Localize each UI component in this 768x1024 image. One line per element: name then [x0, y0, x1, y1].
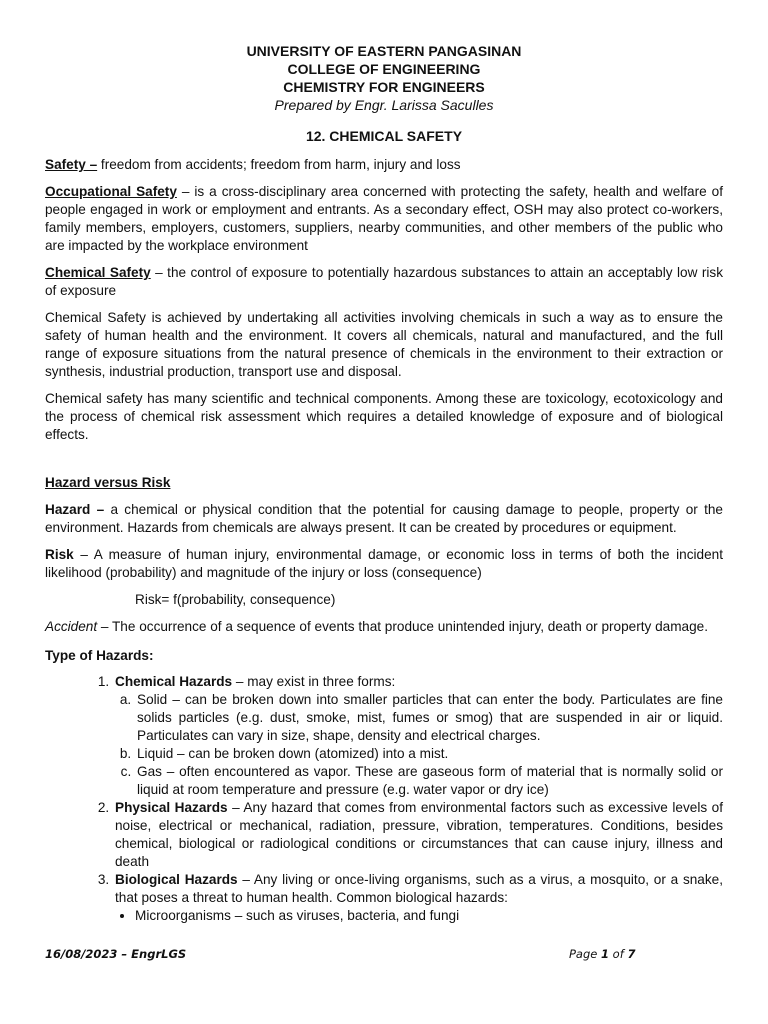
document-page: [45, 42, 723, 925]
course-name: CHEMISTRY FOR ENGINEERS: [283, 79, 485, 95]
university-name: UNIVERSITY OF EASTERN PANGASINAN: [246, 43, 522, 59]
list-item-solid: a. Solid – can be broken down into smaller particles that can enter the body. Particulates are fine solids particles (e.g. dust, smoke, mist, fumes or smog) that are suspended in air or liquid. Particulates can vary in size, shape, density and electrical charges.: [135, 691, 723, 745]
footer-date-author: 16/08/2023 – EngrLGS: [45, 947, 187, 961]
biological-hazards-text: – Any living or once-living organisms, such as a virus, a mosquito, or a snake, that poses a threat to human health. Common biological hazards:: [115, 872, 724, 905]
chemical-hazards-text: – may exist in three forms:: [232, 674, 396, 689]
hazard-text: a chemical or physical condition that the potential for causing damage to people, property or the environment. Hazards from chemicals are always present. It can be created by procedures or equipment.: [45, 502, 723, 535]
physical-hazards-term: Physical Hazards: [115, 800, 228, 815]
hazard-types-heading: Type of Hazards:: [45, 648, 154, 663]
physical-hazards-text: – Any hazard that comes from environmental factors such as excessive levels of noise, electrical or mechanical, radiation, pressure, vibration, temperatures. Conditions, besides chemical, biological or radiological conditions or circumstances that can cause injury, illness and death: [115, 800, 723, 869]
chemical-hazards-term: Chemical Hazards: [115, 674, 233, 689]
list-item-liquid: b. Liquid – can be broken down (atomized) into a mist.: [135, 745, 723, 763]
hazard-definition: [45, 501, 723, 537]
page-current: 1: [601, 947, 610, 961]
chemical-forms-list: [115, 691, 723, 799]
chemical-safety-text: – the control of exposure to potentially hazardous substances to attain an acceptably low risk of exposure: [45, 265, 723, 298]
risk-formula: Risk= f(probability, consequence): [135, 592, 336, 607]
accident-text: – The occurrence of a sequence of events that produce unintended injury, death or property damage.: [97, 619, 708, 634]
page-number: [569, 945, 635, 963]
list-item-microorganisms: • Microorganisms – such as viruses, bacteria, and fungi: [135, 907, 723, 925]
chemical-safety-definition: [45, 264, 723, 300]
chemical-safety-term: Chemical Safety: [45, 265, 151, 280]
safety-definition: [45, 156, 723, 174]
risk-term: Risk: [45, 547, 74, 562]
prepared-by: Prepared by Engr. Larissa Saculles: [274, 97, 494, 113]
hazard-vs-risk-heading: Hazard versus Risk: [45, 475, 171, 490]
list-item-gas: c. Gas – often encountered as vapor. These are gaseous form of material that is normally solid or liquid at room temperature and pressure (e.g. water vapor or dry ice): [135, 763, 723, 799]
risk-definition: [45, 546, 723, 582]
chemical-safety-paragraph: Chemical Safety is achieved by undertaking all activities involving chemicals in such a way as to ensure the safety of human health and the environment. It covers all chemicals, natural and manufactured, and the full range of exposure situations from the natural presence of chemicals in the environment to their extraction or synthesis, industrial production, transport use and disposal.: [45, 310, 723, 379]
list-item-biological-hazards: [113, 871, 723, 925]
page-label: Page: [569, 947, 602, 961]
occupational-safety-definition: [45, 183, 723, 255]
document-header: [45, 42, 723, 114]
safety-term: Safety –: [45, 157, 98, 172]
list-item-chemical-hazards: [113, 673, 723, 799]
hazard-term: Hazard –: [45, 502, 105, 517]
page-of: of: [609, 947, 628, 961]
biological-hazards-bullets: [115, 907, 723, 925]
page-total: 7: [627, 947, 636, 961]
accident-term: Accident: [45, 619, 98, 634]
occupational-safety-text: – is a cross-disciplinary area concerned with protecting the safety, health and welfare of people engaged in work or employment and entrants. As a secondary effect, OSH may also protect co-workers, family members, employers, customers, suppliers, nearby communities, and other members of the public who are impacted by the workplace environment: [45, 184, 723, 253]
college-name: COLLEGE OF ENGINEERING: [287, 61, 481, 77]
section-title: 12. CHEMICAL SAFETY: [305, 128, 463, 144]
biological-hazards-term: Biological Hazards: [115, 872, 238, 887]
risk-text: – A measure of human injury, environmental damage, or economic loss in terms of both the incident likelihood (probability) and magnitude of the injury or loss (consequence): [45, 547, 723, 580]
list-item-physical-hazards: [113, 799, 723, 871]
chemical-safety-components-paragraph: Chemical safety has many scientific and technical components. Among these are toxicology, ecotoxicology and the process of chemical risk assessment which requires a detailed knowledge of exposure and of biological effects.: [45, 391, 723, 442]
accident-definition: [45, 618, 723, 636]
occupational-safety-term: Occupational Safety: [45, 184, 177, 199]
hazard-types-list: [45, 673, 723, 925]
safety-text: freedom from accidents; freedom from harm, injury and loss: [97, 157, 461, 172]
